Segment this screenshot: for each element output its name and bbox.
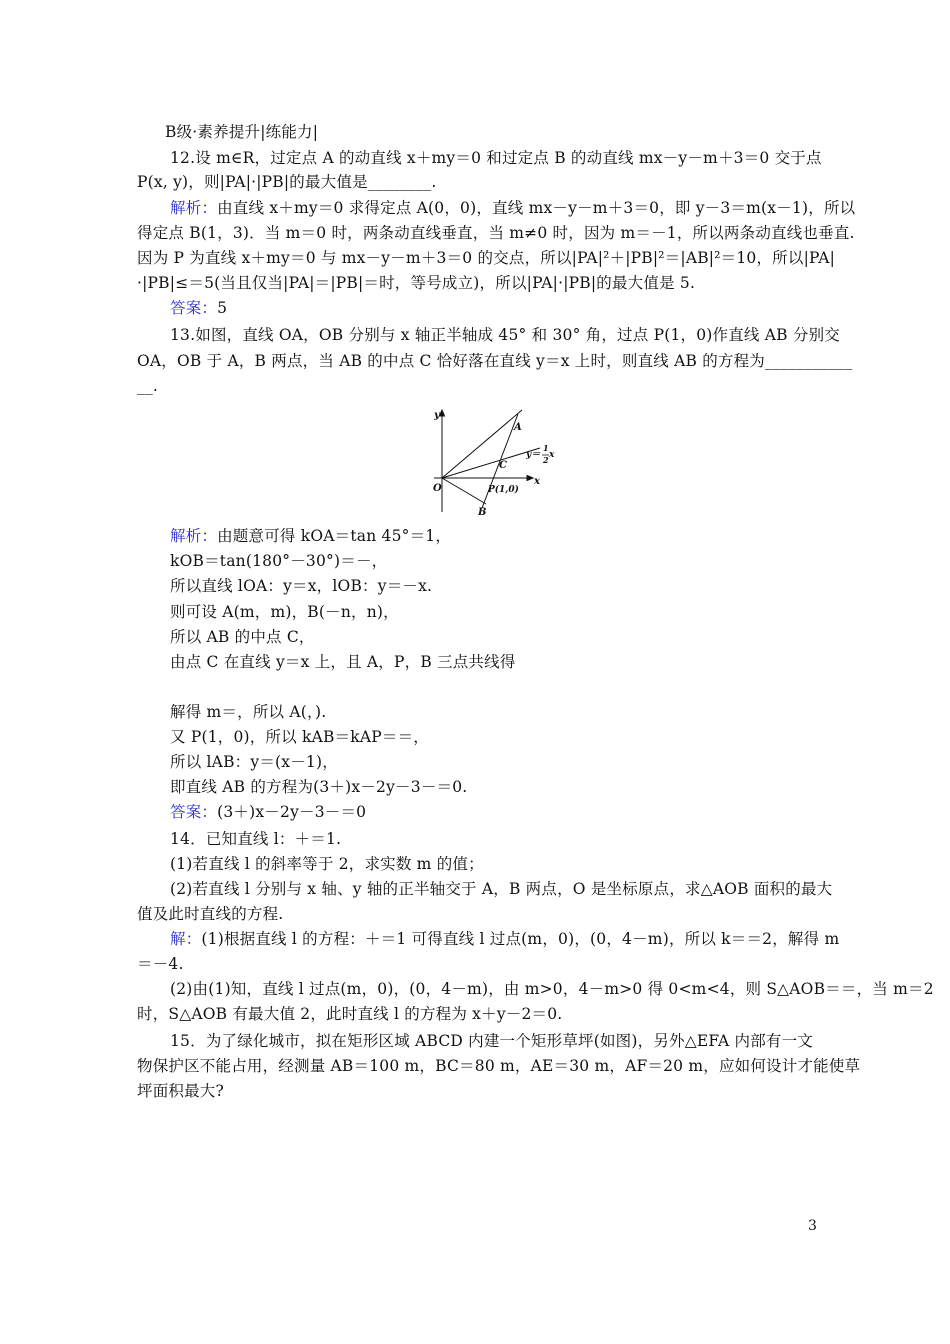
text-span: 所以 AB 的中点 C， — [170, 628, 315, 646]
line-label-denominator: 2 — [543, 455, 549, 465]
line-label-suffix: x — [549, 450, 555, 460]
line-label-numerator: 1 — [543, 443, 549, 453]
point-a-label: A — [514, 422, 522, 433]
text-line — [0, 700, 950, 724]
text-span: P(x, y)，则|PA|·|PB|的最大值是________. — [137, 173, 437, 191]
y-axis-arrow — [440, 410, 445, 416]
text-line — [0, 1054, 950, 1078]
text-line — [0, 120, 950, 144]
answer-label: 答案： — [170, 299, 218, 317]
text-line — [0, 271, 950, 295]
text-line — [0, 952, 950, 976]
text-span: 则可设 A(m，m)，B(－n，n)， — [170, 603, 399, 621]
text-span: 时，S△AOB 有最大值 2，此时直线 l 的方程为 x＋y－2＝0. — [137, 1005, 563, 1023]
x-axis-arrow — [527, 476, 533, 481]
text-line — [0, 170, 950, 194]
text-line — [0, 800, 950, 824]
text-span: B级·素养提升|练能力| — [165, 123, 319, 141]
x-axis-label: x — [534, 476, 540, 487]
text-span: 12.设 m∈R，过定点 A 的动直线 x＋my＝0 和过定点 B 的动直线 mx－y－m＋3＝0 交于点 — [170, 149, 822, 167]
geometry-figure — [430, 400, 565, 520]
text-line — [0, 852, 950, 876]
text-span: 所以 lAB：y＝(x－1)， — [170, 753, 338, 771]
text-line — [0, 750, 950, 774]
text-span: (2)若直线 l 分别与 x 轴、y 轴的正半轴交于 A，B 两点，O 是坐标原点，求△AOB 面积的最大 — [170, 880, 833, 898]
text-span: 由点 C 在直线 y＝x 上，且 A，P，B 三点共线得 — [170, 653, 516, 671]
line-ob — [442, 478, 486, 504]
answer-label: 解析： — [170, 527, 218, 545]
text-line — [0, 927, 950, 951]
text-span: ·|PB|≤＝5(当且仅当|PA|＝|PB|＝时，等号成立)，所以|PA|·|PB|的最大值是 5. — [137, 274, 696, 292]
text-line — [0, 146, 950, 170]
origin-label: O — [433, 483, 442, 494]
text-line — [0, 524, 950, 548]
page-number: 3 — [808, 1218, 817, 1234]
text-span: (1)若直线 l 的斜率等于 2，求实数 m 的值； — [170, 855, 484, 873]
text-line — [0, 1029, 950, 1053]
text-span: 坪面积最大? — [137, 1082, 225, 1100]
text-span: kOB＝tan(180°－30°)＝－， — [170, 552, 388, 570]
text-span: __. — [137, 377, 159, 395]
point-b-label: B — [478, 507, 487, 518]
text-line — [0, 1002, 950, 1026]
answer-label: 解： — [170, 930, 202, 948]
point-p-label: P(1,0) — [488, 485, 519, 495]
text-line — [0, 323, 950, 347]
text-line — [0, 775, 950, 799]
text-span: 值及此时直线的方程. — [137, 905, 284, 923]
text-span: 即直线 AB 的方程为(3＋)x－2y－3－＝0. — [170, 778, 468, 796]
text-span: 得定点 B(1，3)．当 m＝0 时，两条动直线垂直，当 m≠0 时，因为 m＝－1，所以两条动直线也垂直. — [137, 224, 855, 242]
answer-label: 答案： — [170, 803, 218, 821]
text-line — [0, 196, 950, 220]
text-line — [0, 374, 950, 398]
text-line — [0, 977, 950, 1001]
text-line — [0, 221, 950, 245]
text-line — [0, 349, 950, 373]
text-line — [0, 296, 950, 320]
line-oa — [442, 410, 522, 478]
text-span: 由直线 x＋my＝0 求得定点 A(0，0)，直线 mx－y－m＋3＝0，即 y－3＝m(x－1)，所以 — [217, 199, 856, 217]
text-span: (3＋)x－2y－3－＝0 — [217, 803, 367, 821]
text-span: 解得 m＝，所以 A(，). — [170, 703, 327, 721]
text-span: 物保护区不能占用，经测量 AB＝100 m，BC＝80 m，AE＝30 m，AF＝20 m，应如何设计才能使草 — [137, 1057, 861, 1075]
text-span: 15．为了绿化城市，拟在矩形区域 ABCD 内建一个矩形草坪(如图)，另外△EFA 内部有一文 — [170, 1032, 813, 1050]
text-line — [0, 650, 950, 674]
text-span: ＝－4. — [137, 955, 184, 973]
text-line — [0, 625, 950, 649]
text-line — [0, 246, 950, 270]
text-span: 5 — [217, 299, 228, 317]
text-line — [0, 902, 950, 926]
text-span: 14．已知直线 l：＋＝1. — [170, 830, 342, 848]
line-label-prefix: y＝ — [526, 450, 541, 460]
text-span: (2)由(1)知，直线 l 过点(m，0)，(0，4－m)，由 m>0，4－m>0 得 0<m<4，则 S△AOB＝＝，当 m＝2 — [170, 980, 934, 998]
text-span: 又 P(1，0)，所以 kAB＝kAP＝＝， — [170, 728, 429, 746]
text-span: (1)根据直线 l 的方程：＋＝1 可得直线 l 过点(m，0)，(0，4－m)，所以 k＝＝2，解得 m — [201, 930, 840, 948]
answer-label: 解析： — [170, 199, 218, 217]
text-span: 因为 P 为直线 x＋my＝0 与 mx－y－m＋3＝0 的交点，所以|PA|²＋|PB|²＝|AB|²＝10，所以|PA| — [137, 249, 836, 267]
text-line — [0, 574, 950, 598]
text-span: 由题意可得 kOA＝tan 45°＝1， — [217, 527, 452, 545]
text-line — [0, 549, 950, 573]
text-line — [0, 725, 950, 749]
text-span: 13.如图，直线 OA，OB 分别与 x 轴正半轴成 45° 和 30° 角，过点 P(1，0)作直线 AB 分别交 — [170, 326, 840, 344]
text-line — [0, 1079, 950, 1103]
y-axis-label: y — [434, 410, 440, 421]
text-span: 所以直线 lOA：y＝x，lOB：y＝－x. — [170, 577, 433, 595]
text-line — [0, 827, 950, 851]
text-span: OA，OB 于 A，B 两点，当 AB 的中点 C 恰好落在直线 y＝x 上时，则直线 AB 的方程为___________ — [137, 352, 853, 370]
point-c-label: C — [499, 460, 507, 471]
text-line — [0, 600, 950, 624]
text-line — [0, 877, 950, 901]
